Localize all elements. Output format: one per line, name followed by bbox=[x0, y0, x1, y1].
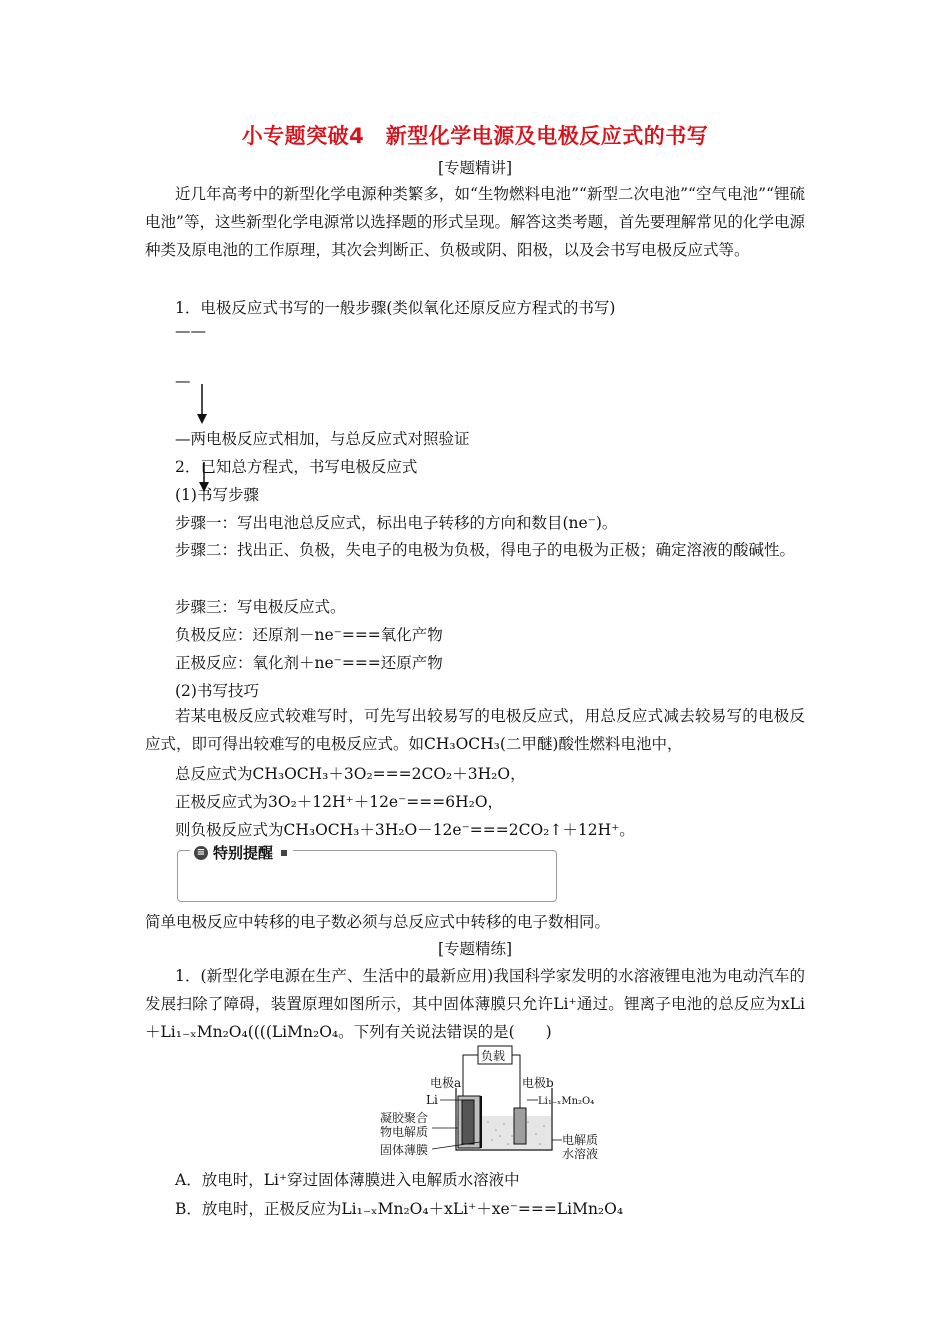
negative-equation: 则负极反应式为CH₃OCH₃＋3H₂O－12e⁻===2CO₂↑＋12H⁺。 bbox=[175, 821, 635, 839]
electrode-b bbox=[514, 1108, 526, 1144]
limno-label: Li₁₋ₓMn₂O₄ bbox=[538, 1096, 595, 1107]
electrode-b-label: 电极b bbox=[522, 1076, 554, 1090]
wire-right bbox=[512, 1055, 520, 1108]
step-two: 步骤二：找出正、负极，失电子的电极为负极，得电子的电极为正极；确定溶液的酸碱性。 bbox=[175, 541, 796, 559]
wire-left bbox=[463, 1055, 478, 1096]
gel-label-1: 凝胶聚合 bbox=[380, 1111, 429, 1125]
sub-heading-tips: (2)书写技巧 bbox=[175, 682, 259, 700]
intro-paragraph: 近几年高考中的新型化学电源种类繁多，如“生物燃料电池”“新型二次电池”“空气电池”“锂硫电池”等，这些新型化学电源常以选择题的形式呈现。解答这类考题，首先要理解常见的化学电源种类及原电池的工作原理，其次会判断正、负极或阴、阳极，以及会书写电极反应式等。 bbox=[145, 185, 805, 259]
step1-heading: 1．电极反应式书写的一般步骤(类似氧化还原反应方程式的书写) bbox=[175, 299, 616, 317]
option-b: B．放电时，正极反应为Li₁₋ₓMn₂O₄＋xLi⁺＋xe⁻===LiMn₂O₄ bbox=[175, 1200, 624, 1218]
combine-line: —两电极反应式相加，与总反应式对照验证 bbox=[175, 430, 470, 448]
total-equation: 总反应式为CH₃OCH₃＋3O₂===2CO₂＋3H₂O， bbox=[175, 765, 526, 783]
electrolyte-label-1: 电解质 bbox=[562, 1133, 599, 1147]
note-text: 简单电极反应中转移的电子数必须与总反应式中转移的电子数相同。 bbox=[145, 913, 611, 931]
gel-label-2: 物电解质 bbox=[380, 1125, 429, 1139]
step2-heading: 2．已知总方程式，书写电极反应式 bbox=[175, 458, 418, 476]
note-icon: ≡ bbox=[194, 846, 208, 860]
section-heading-lecture: [专题精讲] bbox=[437, 159, 513, 177]
step-one: 步骤一：写出电池总反应式，标出电子转移的方向和数目(ne⁻)。 bbox=[175, 514, 618, 532]
positive-equation: 正极反应式为3O₂＋12H⁺＋12e⁻===6H₂O， bbox=[175, 793, 504, 811]
question-1: 1．(新型化学电源在生产、生活中的最新应用)我国科学家发明的水溶液锂电池为电动汽车的发展扫除了障碍，装置原理如图所示，其中固体薄膜只允许Li⁺通过。锂离子电池的总反应为xLi＋Li₁₋ₓMn₂O₄((((LiMn₂O₄。下列有关说法错误的是( ) bbox=[145, 967, 805, 1041]
section-heading-practice: [专题精练] bbox=[437, 940, 513, 958]
sub-heading-steps: (1)书写步骤 bbox=[175, 486, 259, 504]
option-a: A．放电时，Li⁺穿过固体薄膜进入电解质水溶液中 bbox=[175, 1171, 520, 1189]
battery-diagram bbox=[370, 1040, 620, 1170]
negative-reaction: 负极反应：还原剂－ne⁻===氧化产物 bbox=[175, 626, 443, 644]
electrode-a-label: 电极a bbox=[430, 1076, 462, 1090]
film-label: 固体薄膜 bbox=[380, 1143, 429, 1157]
step-three: 步骤三：写电极反应式。 bbox=[175, 598, 346, 616]
down-arrow-icon bbox=[195, 384, 209, 424]
callout-header bbox=[190, 842, 293, 863]
square-bullet-icon bbox=[281, 850, 287, 856]
callout-title: 特别提醒 bbox=[213, 844, 274, 862]
dash-line-a: —— bbox=[175, 322, 206, 340]
lithium-electrode bbox=[462, 1100, 474, 1144]
electrolyte-label-2: 水溶液 bbox=[562, 1147, 599, 1161]
dash-line-b: — bbox=[175, 372, 191, 390]
tip-paragraph: 若某电极反应式较难写时，可先写出较易写的电极反应式，用总反应式减去较易写的电极反应式，即可得出较难写的电极反应式。如CH₃OCH₃(二甲醚)酸性燃料电池中， bbox=[145, 707, 805, 753]
positive-reaction: 正极反应：氧化剂＋ne⁻===还原产物 bbox=[175, 654, 443, 672]
li-label: Li bbox=[426, 1093, 438, 1107]
load-label: 负载 bbox=[481, 1049, 506, 1063]
page-title: 小专题突破4 新型化学电源及电极反应式的书写 bbox=[241, 124, 709, 148]
